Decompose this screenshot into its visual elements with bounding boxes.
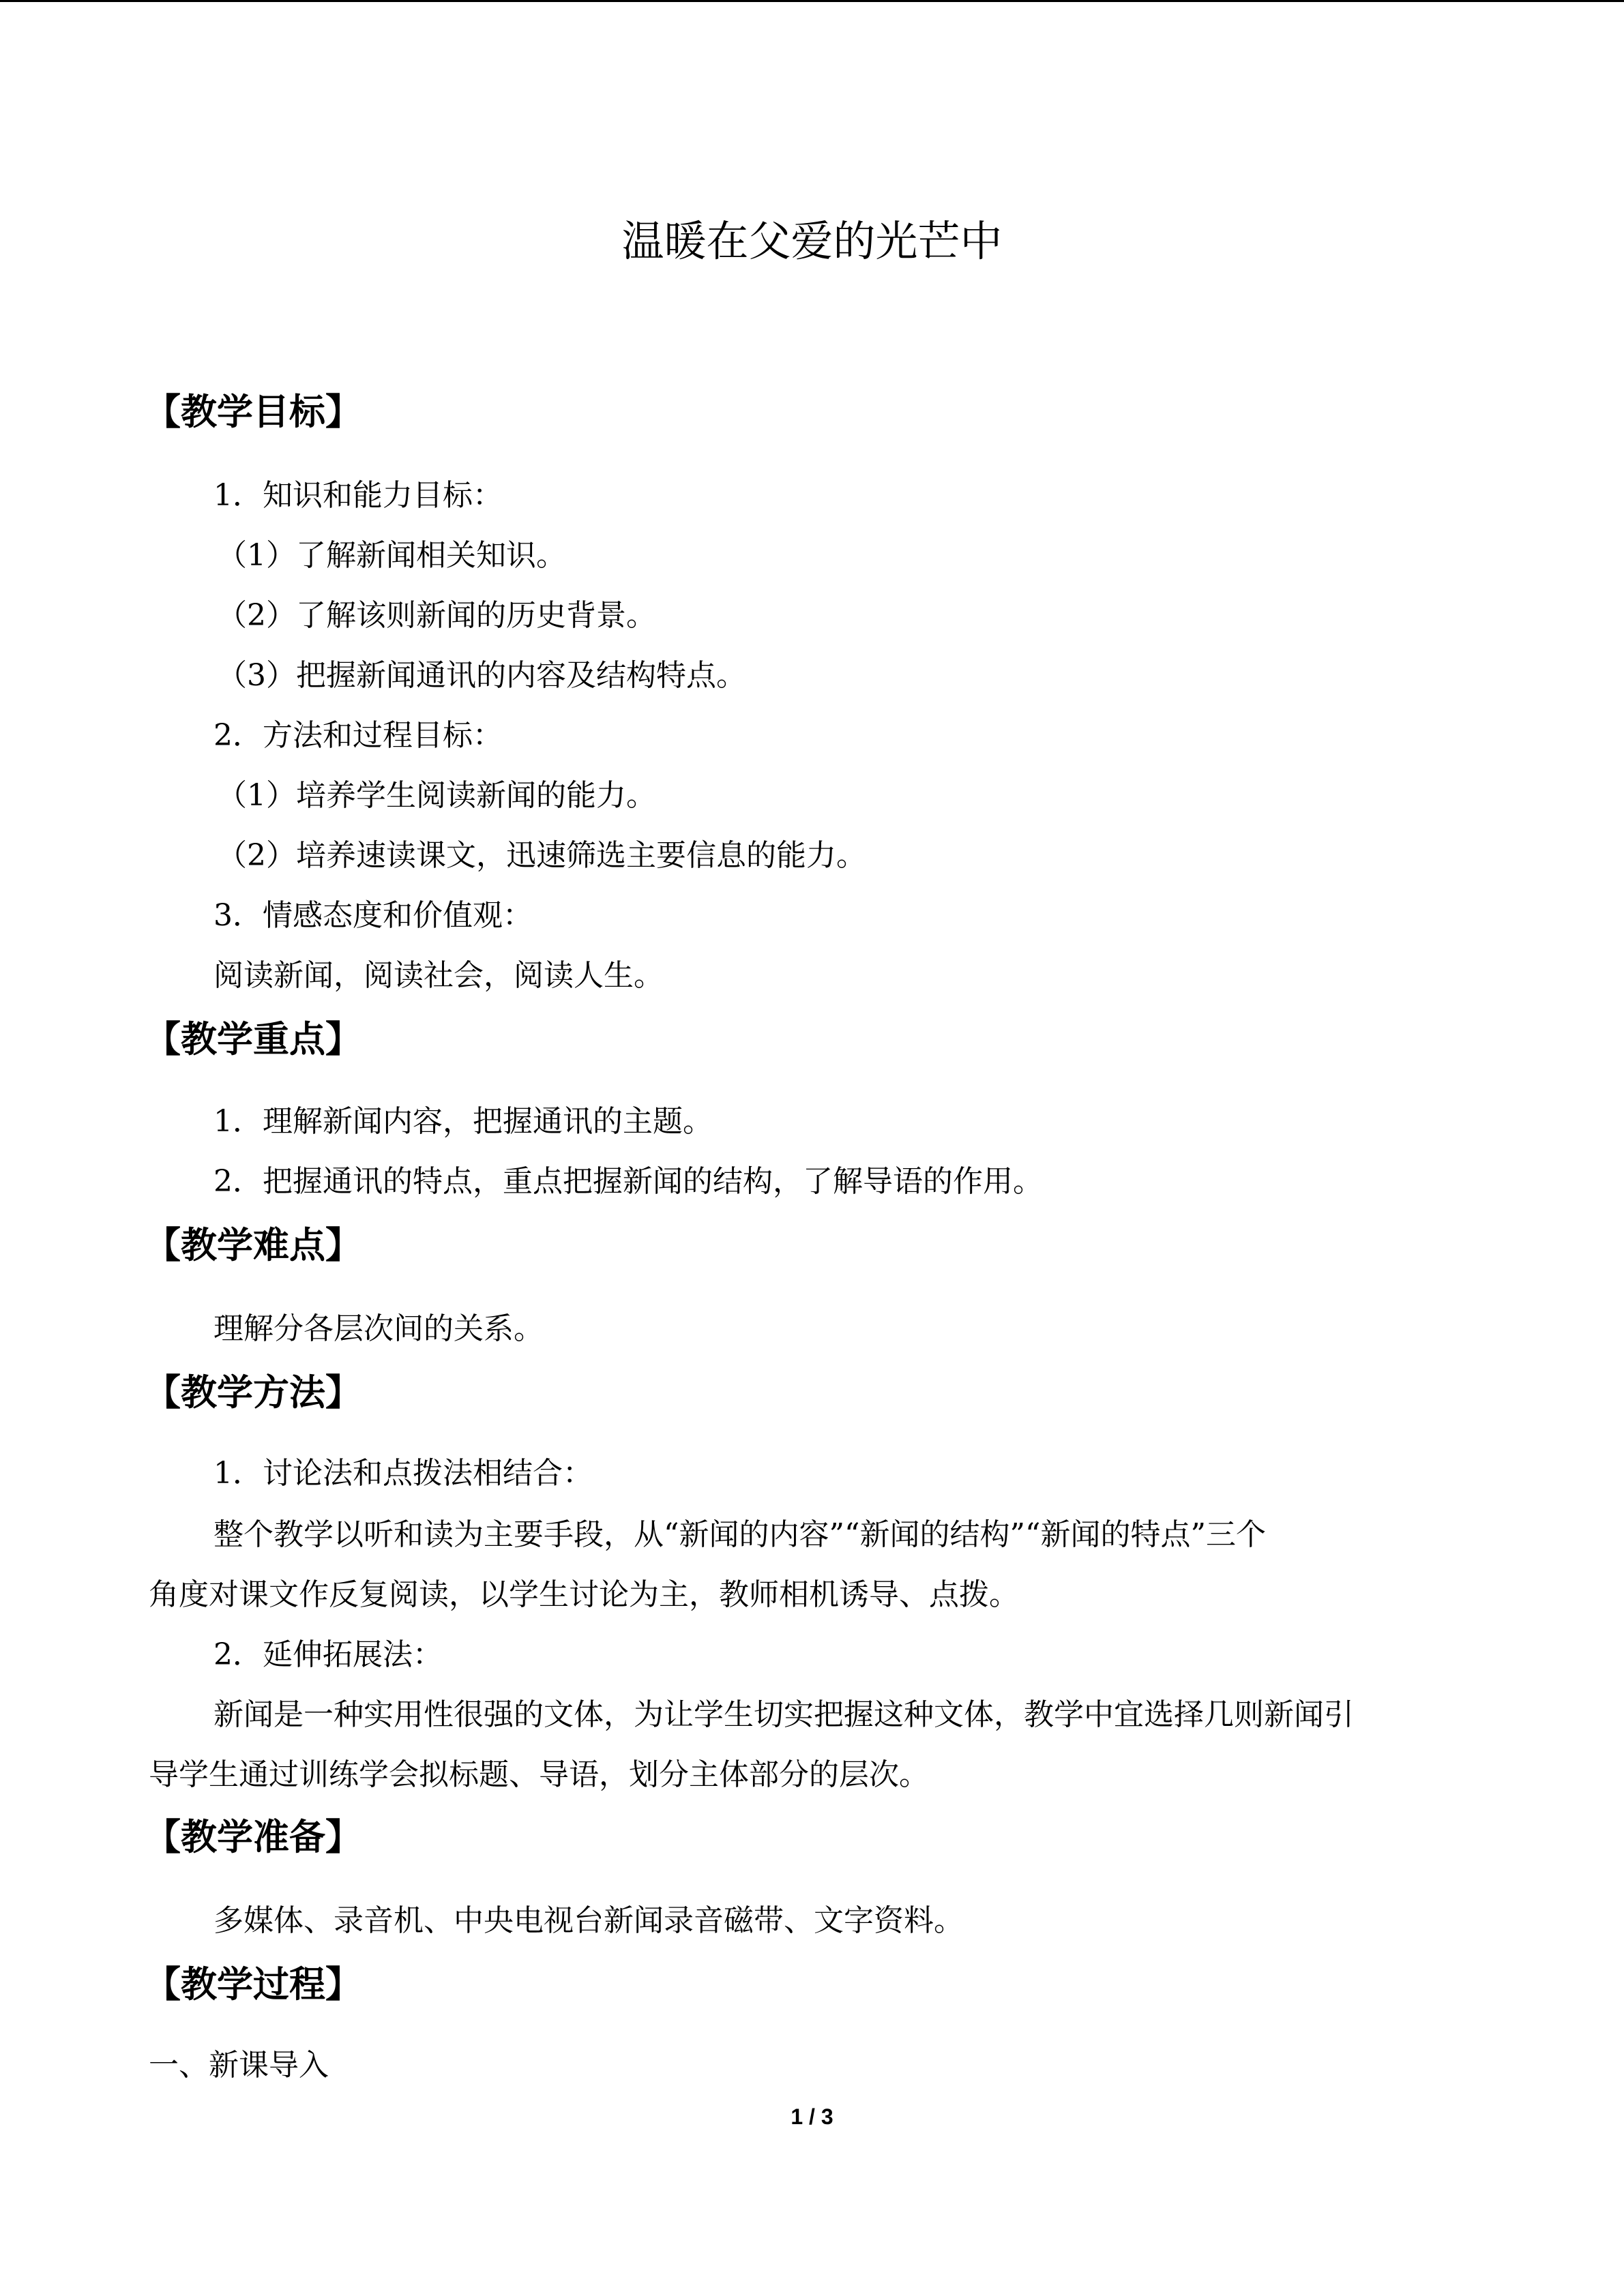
objective-line: （3）把握新闻通讯的内容及结构特点。 [217, 658, 746, 693]
heading-key-points: 【教学重点】 [145, 1019, 361, 1060]
objective-line: 2．方法和过程目标： [213, 718, 503, 753]
heading-methods: 【教学方法】 [145, 1372, 361, 1414]
method-line: 1．讨论法和点拨法相结合： [213, 1456, 593, 1491]
heading-objectives: 【教学目标】 [145, 391, 361, 433]
document-title: 温暖在父爱的光芒中 [621, 216, 1003, 266]
objective-line: （2）了解该则新闻的历史背景。 [217, 598, 656, 633]
top-border-rule [0, 0, 1624, 2]
method-line: 角度对课文作反复阅读，以学生讨论为主，教师相机诱导、点拨。 [149, 1577, 1019, 1612]
method-line: 新闻是一种实用性很强的文体，为让学生切实把握这种文体，教学中宜选择几则新闻引 [213, 1697, 1354, 1732]
heading-preparation: 【教学准备】 [145, 1817, 361, 1858]
heading-difficulties: 【教学难点】 [145, 1225, 361, 1266]
method-line: 2．延伸拓展法： [213, 1637, 443, 1672]
method-line: 导学生通过训练学会拟标题、导语，划分主体部分的层次。 [149, 1757, 929, 1792]
page-number: 1 / 3 [791, 2104, 833, 2129]
objective-line: （1）培养学生阅读新闻的能力。 [217, 778, 656, 813]
objective-line: 1．知识和能力目标： [213, 478, 503, 513]
preparation-line: 多媒体、录音机、中央电视台新闻录音磁带、文字资料。 [213, 1903, 964, 1938]
objective-line: （1）了解新闻相关知识。 [217, 538, 566, 573]
method-line: 整个教学以听和读为主要手段，从“新闻的内容”“新闻的结构”“新闻的特点”三个 [213, 1517, 1266, 1552]
process-line: 一、新课导入 [149, 2048, 329, 2083]
key-point-line: 1．理解新闻内容，把握通讯的主题。 [213, 1104, 713, 1139]
objective-line: 阅读新闻，阅读社会，阅读人生。 [213, 958, 664, 993]
objective-line: （2）培养速读课文，迅速筛选主要信息的能力。 [217, 838, 866, 873]
heading-process: 【教学过程】 [145, 1964, 361, 2006]
key-point-line: 2．把握通讯的特点，重点把握新闻的结构，了解导语的作用。 [213, 1164, 1043, 1199]
difficulty-line: 理解分各层次间的关系。 [213, 1311, 544, 1346]
objective-line: 3．情感态度和价值观： [213, 898, 533, 933]
